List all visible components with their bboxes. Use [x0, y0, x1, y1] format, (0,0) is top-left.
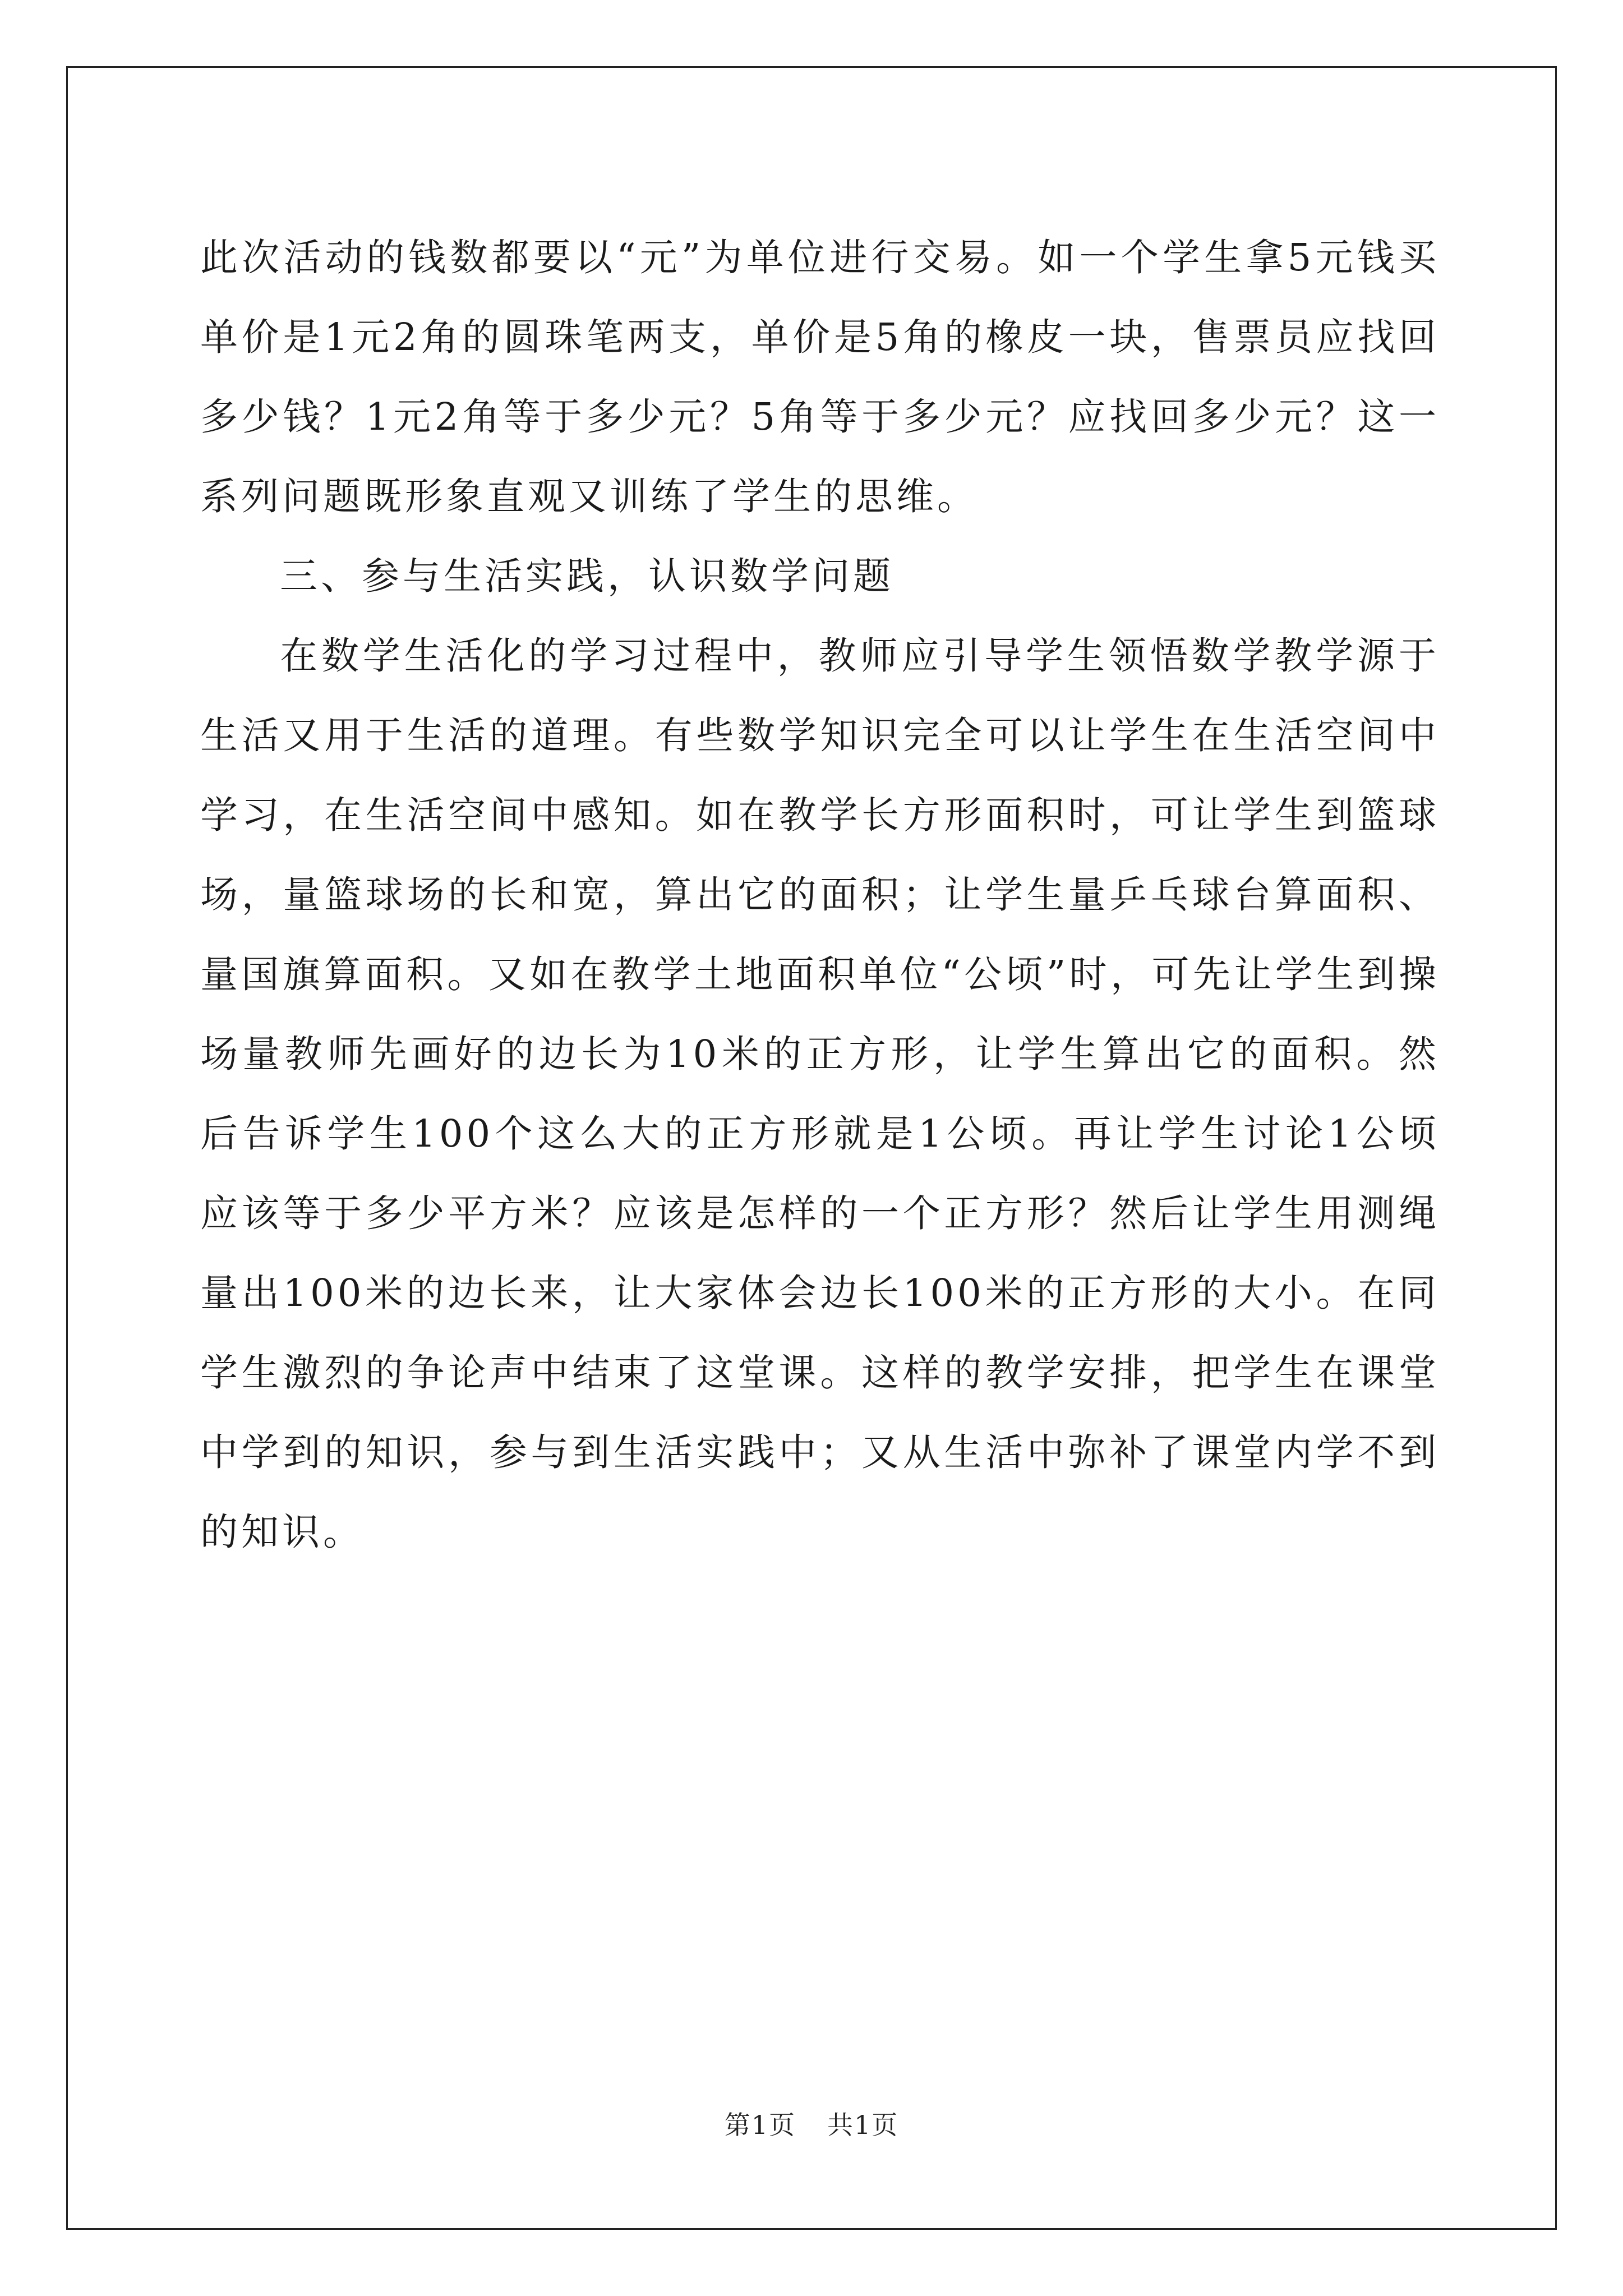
page-footer	[0, 2108, 1623, 2142]
section-heading: 三、参与生活实践，认识数学问题	[280, 554, 894, 598]
page-number: 第1页	[724, 2110, 796, 2140]
page-count: 共1页	[827, 2110, 899, 2140]
document-body	[200, 218, 1440, 1572]
paragraph-2: 在数学生活化的学习过程中，教师应引导学生领悟数学教学源于生活又用于生活的道理。有些数学知识完全可以让学生在生活空间中学习，在生活空间中感知。如在教学长方形面积时，可让学生到篮球场，量篮球场的长和宽，算出它的面积；让学生量乒乓球台算面积、量国旗算面积。又如在教学土地面积单位“公顷”时，可先让学生到操场量教师先画好的边长为10米的正方形，让学生算出它的面积。然后告诉学生100个这么大的正方形就是1公顷。再让学生讨论1公顷应该等于多少平方米？应该是怎样的一个正方形？然后让学生用测绳量出100米的边长来，让大家体会边长100米的正方形的大小。在同学生激烈的争论声中结束了这堂课。这样的教学安排，把学生在课堂中学到的知识，参与到生活实践中；又从生活中弥补了课堂内学不到的知识。	[200, 634, 1440, 1554]
paragraph-1: 此次活动的钱数都要以“元”为单位进行交易。如一个学生拿5元钱买单价是1元2角的圆珠笔两支，单价是5角的橡皮一块，售票员应找回多少钱？1元2角等于多少元？5角等于多少元？应找回多少元？这一系列问题既形象直观又训练了学生的思维。	[200, 236, 1440, 518]
